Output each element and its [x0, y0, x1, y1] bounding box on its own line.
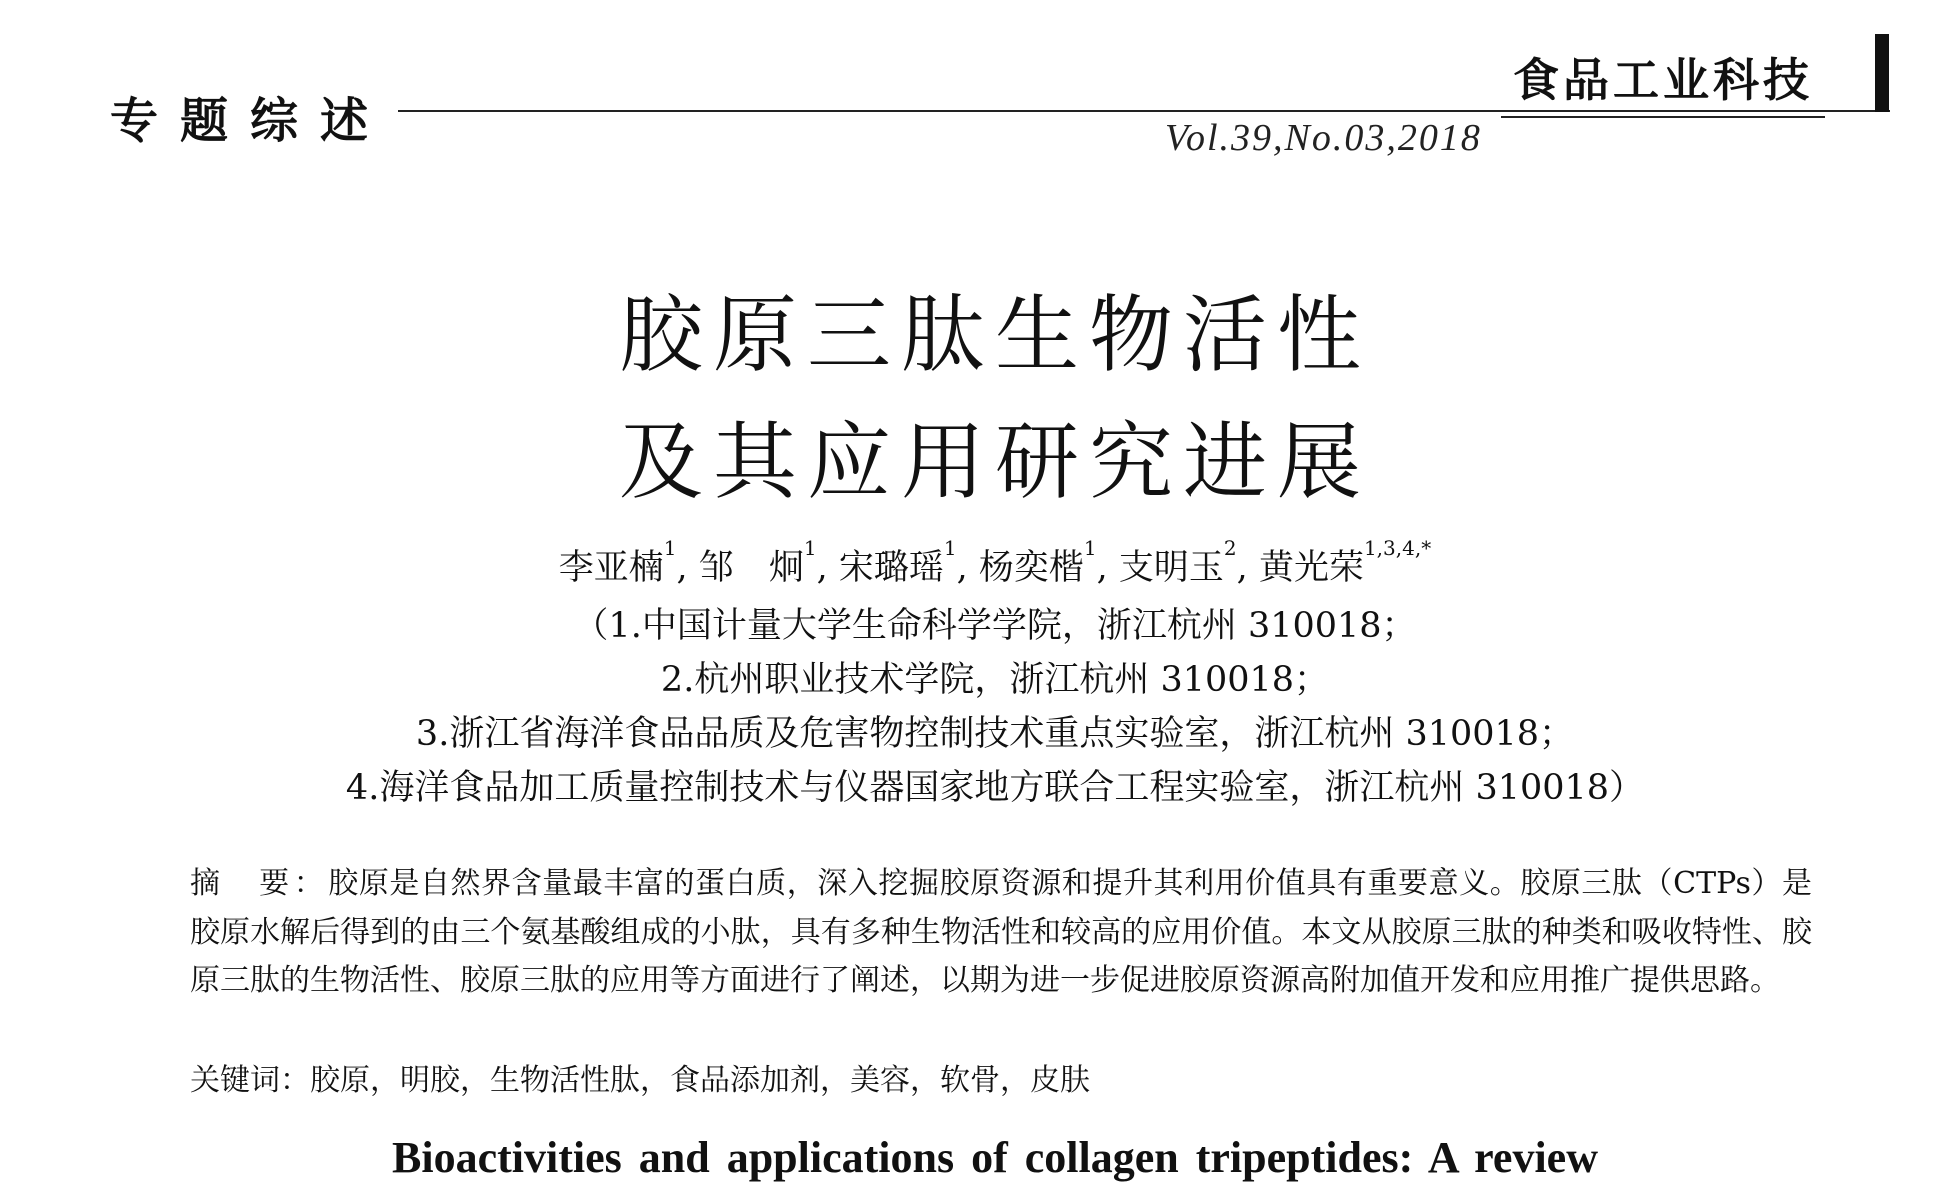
author: 宋璐瑶$^1$, — [838, 536, 968, 588]
abstract — [190, 860, 1812, 1006]
affiliation-2: 2.杭州职业技术学院，浙江杭州 310018； — [660, 660, 1330, 700]
journal-bar-decoration — [1875, 34, 1889, 112]
keywords-label: 关键词： — [190, 1063, 310, 1098]
title-line-2: 及其应用研究进展 — [618, 413, 1371, 511]
affiliation-4: 4.海洋食品加工质量控制技术与仪器国家地方联合工程实验室，浙江杭州 310018） — [345, 768, 1645, 808]
affiliation-1: （1.中国计量大学生命科学学院，浙江杭州 310018； — [573, 606, 1417, 646]
title-line-1: 胶原三肽生物活性 — [618, 286, 1371, 384]
abstract-text: 胶原是自然界含量最丰富的蛋白质，深入挖掘胶原资源和提升其利用价值具有重要意义。胶原三肽（CTPs）是胶原水解后得到的由三个氨基酸组成的小肽，具有多种生物活性和较高的应用价值。本文从胶原三肽的种类和吸收特性、胶原三肽的生物活性、胶原三肽的应用等方面进行了阐述，以期为进一步促进胶原资源高附加值开发和应用推广提供思路。 — [190, 866, 1812, 998]
author: 李亚楠$^1$, — [558, 536, 688, 588]
abstract-label: 摘 要： — [190, 866, 329, 901]
author: 邹 炯$^1$, — [698, 536, 828, 588]
author: 支明玉$^2$, — [1118, 536, 1248, 588]
volume-issue: Vol.39,No.03,2018 — [1165, 117, 1482, 159]
english-title: Bioactivities and applications of collagen tripeptides: A review — [392, 1133, 1598, 1182]
section-label: 专题综述 — [110, 82, 398, 151]
keywords — [190, 1055, 1090, 1099]
affiliation-3: 3.浙江省海洋食品品质及危害物控制技术重点实验室，浙江杭州 310018； — [415, 714, 1575, 754]
author: 黄光荣$^{1,3,4,*}$ — [1258, 536, 1432, 588]
author-list — [0, 536, 1943, 590]
author: 杨奕楷$^1$, — [978, 536, 1108, 588]
keywords-text: 胶原，明胶，生物活性肽，食品添加剂，美容，软骨，皮肤 — [310, 1063, 1090, 1098]
journal-name: 食品工业科技 — [1501, 40, 1825, 118]
